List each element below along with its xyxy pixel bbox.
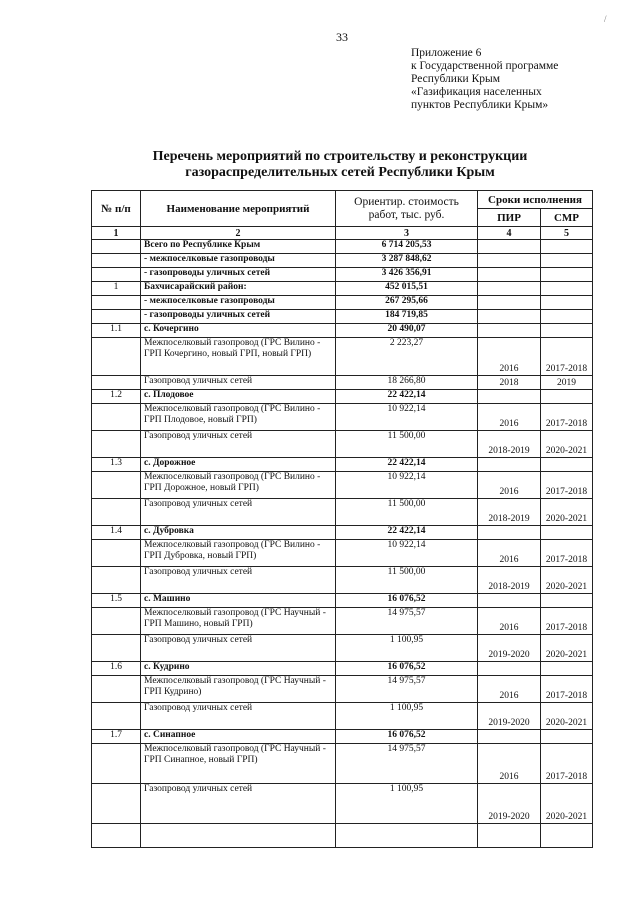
pir-period: 2016 — [478, 540, 541, 567]
row-number: 1.5 — [92, 594, 141, 608]
measure-name: с. Плодовое — [141, 390, 336, 404]
table-row — [92, 472, 593, 499]
smr-period: 2017-2018 — [541, 404, 593, 431]
table-row — [92, 431, 593, 458]
smr-period: 2020-2021 — [541, 567, 593, 594]
table-row — [92, 376, 593, 390]
table-row — [92, 254, 593, 268]
table-row — [92, 310, 593, 324]
pir-period: 2016 — [478, 404, 541, 431]
smr-period — [541, 296, 593, 310]
cost-value: 11 500,00 — [336, 499, 478, 526]
pir-period: 2018-2019 — [478, 499, 541, 526]
appendix-line: к Государственной программе — [411, 60, 559, 72]
cost-value: 1 100,95 — [336, 703, 478, 730]
measure-name: Межпоселковый газопровод (ГРС Вилино - ГРП Кочергино, новый ГРП, новый ГРП) — [141, 338, 336, 376]
appendix-line: «Газификация населенных — [411, 86, 542, 98]
appendix-note — [411, 47, 558, 112]
pir-period — [478, 310, 541, 324]
measure-name — [141, 824, 336, 848]
smr-period: 2017-2018 — [541, 338, 593, 376]
measure-name: с. Кочергино — [141, 324, 336, 338]
pir-period: 2016 — [478, 472, 541, 499]
measure-name: Всего по Республике Крым — [141, 240, 336, 254]
cost-value: 452 015,51 — [336, 282, 478, 296]
table-row — [92, 268, 593, 282]
pir-period: 2019-2020 — [478, 635, 541, 662]
row-number — [92, 431, 141, 458]
row-number — [92, 499, 141, 526]
measure-name: Межпоселковый газопровод (ГРС Вилино - ГРП Плодовое, новый ГРП) — [141, 404, 336, 431]
pir-period — [478, 730, 541, 744]
table-row — [92, 567, 593, 594]
header-name: Наименование мероприятий — [141, 191, 336, 227]
header-terms: Сроки исполнения — [478, 191, 593, 209]
row-number: 1.6 — [92, 662, 141, 676]
cost-value — [336, 824, 478, 848]
cost-value: 1 100,95 — [336, 784, 478, 824]
cost-value: 18 266,80 — [336, 376, 478, 390]
row-number: 1.1 — [92, 324, 141, 338]
measure-name: - газопроводы уличных сетей — [141, 268, 336, 282]
column-number: 4 — [478, 227, 541, 240]
pir-period — [478, 662, 541, 676]
pir-period: 2018-2019 — [478, 431, 541, 458]
measure-name: Газопровод уличных сетей — [141, 431, 336, 458]
table-row — [92, 635, 593, 662]
table-row — [92, 703, 593, 730]
cost-value: 10 922,14 — [336, 540, 478, 567]
row-number: 1.3 — [92, 458, 141, 472]
header-cost: Ориентир. стоимость работ, тыс. руб. — [336, 191, 478, 227]
table-row — [92, 744, 593, 784]
pir-period — [478, 296, 541, 310]
smr-period: 2017-2018 — [541, 472, 593, 499]
table-row — [92, 540, 593, 567]
table-row — [92, 240, 593, 254]
pir-period — [478, 324, 541, 338]
measure-name: Межпоселковый газопровод (ГРС Вилино - ГРП Дорожное, новый ГРП) — [141, 472, 336, 499]
row-number — [92, 744, 141, 784]
row-number — [92, 254, 141, 268]
measure-name: Газопровод уличных сетей — [141, 376, 336, 390]
smr-period: 2017-2018 — [541, 540, 593, 567]
column-number: 2 — [141, 227, 336, 240]
cost-value: 3 287 848,62 — [336, 254, 478, 268]
smr-period: 2020-2021 — [541, 635, 593, 662]
row-number — [92, 376, 141, 390]
scan-mark: / — [604, 14, 607, 24]
row-number — [92, 310, 141, 324]
smr-period — [541, 526, 593, 540]
smr-period — [541, 240, 593, 254]
cost-value: 267 295,66 — [336, 296, 478, 310]
smr-period — [541, 458, 593, 472]
pir-period — [478, 254, 541, 268]
measure-name: с. Кудрино — [141, 662, 336, 676]
row-number — [92, 268, 141, 282]
table-row — [92, 390, 593, 404]
smr-period — [541, 324, 593, 338]
table-row — [92, 608, 593, 635]
smr-period — [541, 268, 593, 282]
title-line: газораспределительных сетей Республики Крым — [185, 165, 495, 180]
row-number — [92, 540, 141, 567]
measure-name: с. Синапное — [141, 730, 336, 744]
table-row — [92, 404, 593, 431]
document-title — [90, 149, 590, 181]
cost-value: 3 426 356,91 — [336, 268, 478, 282]
table-row — [92, 662, 593, 676]
smr-period: 2017-2018 — [541, 676, 593, 703]
row-number: 1.4 — [92, 526, 141, 540]
cost-value: 1 100,95 — [336, 635, 478, 662]
cost-value: 16 076,52 — [336, 594, 478, 608]
table-row — [92, 824, 593, 848]
cost-value: 14 975,57 — [336, 744, 478, 784]
smr-period — [541, 254, 593, 268]
pir-period: 2018 — [478, 376, 541, 390]
pir-period — [478, 268, 541, 282]
row-number — [92, 676, 141, 703]
header-num: № п/п — [92, 191, 141, 227]
pir-period: 2019-2020 — [478, 703, 541, 730]
row-number — [92, 608, 141, 635]
table-row — [92, 282, 593, 296]
cost-value: 22 422,14 — [336, 458, 478, 472]
page-number: 33 — [336, 30, 348, 44]
cost-value: 11 500,00 — [336, 567, 478, 594]
smr-period — [541, 390, 593, 404]
smr-period — [541, 282, 593, 296]
measure-name: - межпоселковые газопроводы — [141, 254, 336, 268]
table-row — [92, 784, 593, 824]
smr-period — [541, 730, 593, 744]
smr-period: 2019 — [541, 376, 593, 390]
measure-name: Газопровод уличных сетей — [141, 499, 336, 526]
cost-value: 6 714 205,53 — [336, 240, 478, 254]
table-row — [92, 499, 593, 526]
cost-value: 22 422,14 — [336, 390, 478, 404]
row-number — [92, 338, 141, 376]
cost-value: 20 490,07 — [336, 324, 478, 338]
row-number — [92, 703, 141, 730]
column-number: 1 — [92, 227, 141, 240]
row-number — [92, 567, 141, 594]
measure-name: Газопровод уличных сетей — [141, 567, 336, 594]
pir-period — [478, 458, 541, 472]
cost-value: 16 076,52 — [336, 730, 478, 744]
row-number: 1.2 — [92, 390, 141, 404]
row-number — [92, 296, 141, 310]
pir-period: 2016 — [478, 676, 541, 703]
appendix-line: Республики Крым — [411, 73, 500, 85]
measure-name: Газопровод уличных сетей — [141, 635, 336, 662]
cost-value: 14 975,57 — [336, 608, 478, 635]
smr-period — [541, 310, 593, 324]
table-row — [92, 676, 593, 703]
row-number — [92, 472, 141, 499]
smr-period: 2017-2018 — [541, 744, 593, 784]
measure-name: - газопроводы уличных сетей — [141, 310, 336, 324]
measure-name: Газопровод уличных сетей — [141, 703, 336, 730]
measure-name: с. Машино — [141, 594, 336, 608]
cost-value: 184 719,85 — [336, 310, 478, 324]
cost-value: 22 422,14 — [336, 526, 478, 540]
smr-period: 2020-2021 — [541, 703, 593, 730]
measure-name: Межпоселковый газопровод (ГРС Научный - ГРП Машино, новый ГРП) — [141, 608, 336, 635]
smr-period: 2020-2021 — [541, 784, 593, 824]
title-line: Перечень мероприятий по строительству и реконструкции — [152, 149, 528, 164]
pir-period — [478, 526, 541, 540]
measures-table — [91, 190, 593, 848]
measure-name: Бахчисарайский район: — [141, 282, 336, 296]
column-number: 5 — [541, 227, 593, 240]
table-row — [92, 526, 593, 540]
table-row — [92, 338, 593, 376]
pir-period — [478, 824, 541, 848]
header-smr: СМР — [541, 209, 593, 227]
measure-name: Межпоселковый газопровод (ГРС Научный - ГРП Синапное, новый ГРП) — [141, 744, 336, 784]
row-number — [92, 784, 141, 824]
measure-name: с. Дубровка — [141, 526, 336, 540]
cost-value: 11 500,00 — [336, 431, 478, 458]
cost-value: 10 922,14 — [336, 472, 478, 499]
pir-period: 2016 — [478, 744, 541, 784]
row-number: 1 — [92, 282, 141, 296]
measure-name: Межпоселковый газопровод (ГРС Научный - ГРП Кудрино) — [141, 676, 336, 703]
table-row — [92, 458, 593, 472]
smr-period: 2020-2021 — [541, 431, 593, 458]
row-number — [92, 240, 141, 254]
appendix-line: пунктов Республики Крым» — [411, 99, 549, 111]
measure-name: с. Дорожное — [141, 458, 336, 472]
appendix-line: Приложение 6 — [411, 47, 482, 59]
pir-period — [478, 240, 541, 254]
row-number — [92, 404, 141, 431]
cost-value: 16 076,52 — [336, 662, 478, 676]
pir-period: 2019-2020 — [478, 784, 541, 824]
smr-period — [541, 594, 593, 608]
row-number: 1.7 — [92, 730, 141, 744]
row-number — [92, 824, 141, 848]
pir-period: 2018-2019 — [478, 567, 541, 594]
smr-period: 2017-2018 — [541, 608, 593, 635]
smr-period — [541, 824, 593, 848]
pir-period — [478, 390, 541, 404]
measure-name: - межпоселковые газопроводы — [141, 296, 336, 310]
pir-period — [478, 282, 541, 296]
table-row — [92, 594, 593, 608]
cost-value: 14 975,57 — [336, 676, 478, 703]
cost-value: 2 223,27 — [336, 338, 478, 376]
table-row — [92, 324, 593, 338]
row-number — [92, 635, 141, 662]
pir-period: 2016 — [478, 338, 541, 376]
measure-name: Межпоселковый газопровод (ГРС Вилино - ГРП Дубровка, новый ГРП) — [141, 540, 336, 567]
column-number: 3 — [336, 227, 478, 240]
pir-period — [478, 594, 541, 608]
table-row — [92, 296, 593, 310]
header-pir: ПИР — [478, 209, 541, 227]
table-row — [92, 730, 593, 744]
cost-value: 10 922,14 — [336, 404, 478, 431]
smr-period — [541, 662, 593, 676]
measure-name: Газопровод уличных сетей — [141, 784, 336, 824]
pir-period: 2016 — [478, 608, 541, 635]
smr-period: 2020-2021 — [541, 499, 593, 526]
